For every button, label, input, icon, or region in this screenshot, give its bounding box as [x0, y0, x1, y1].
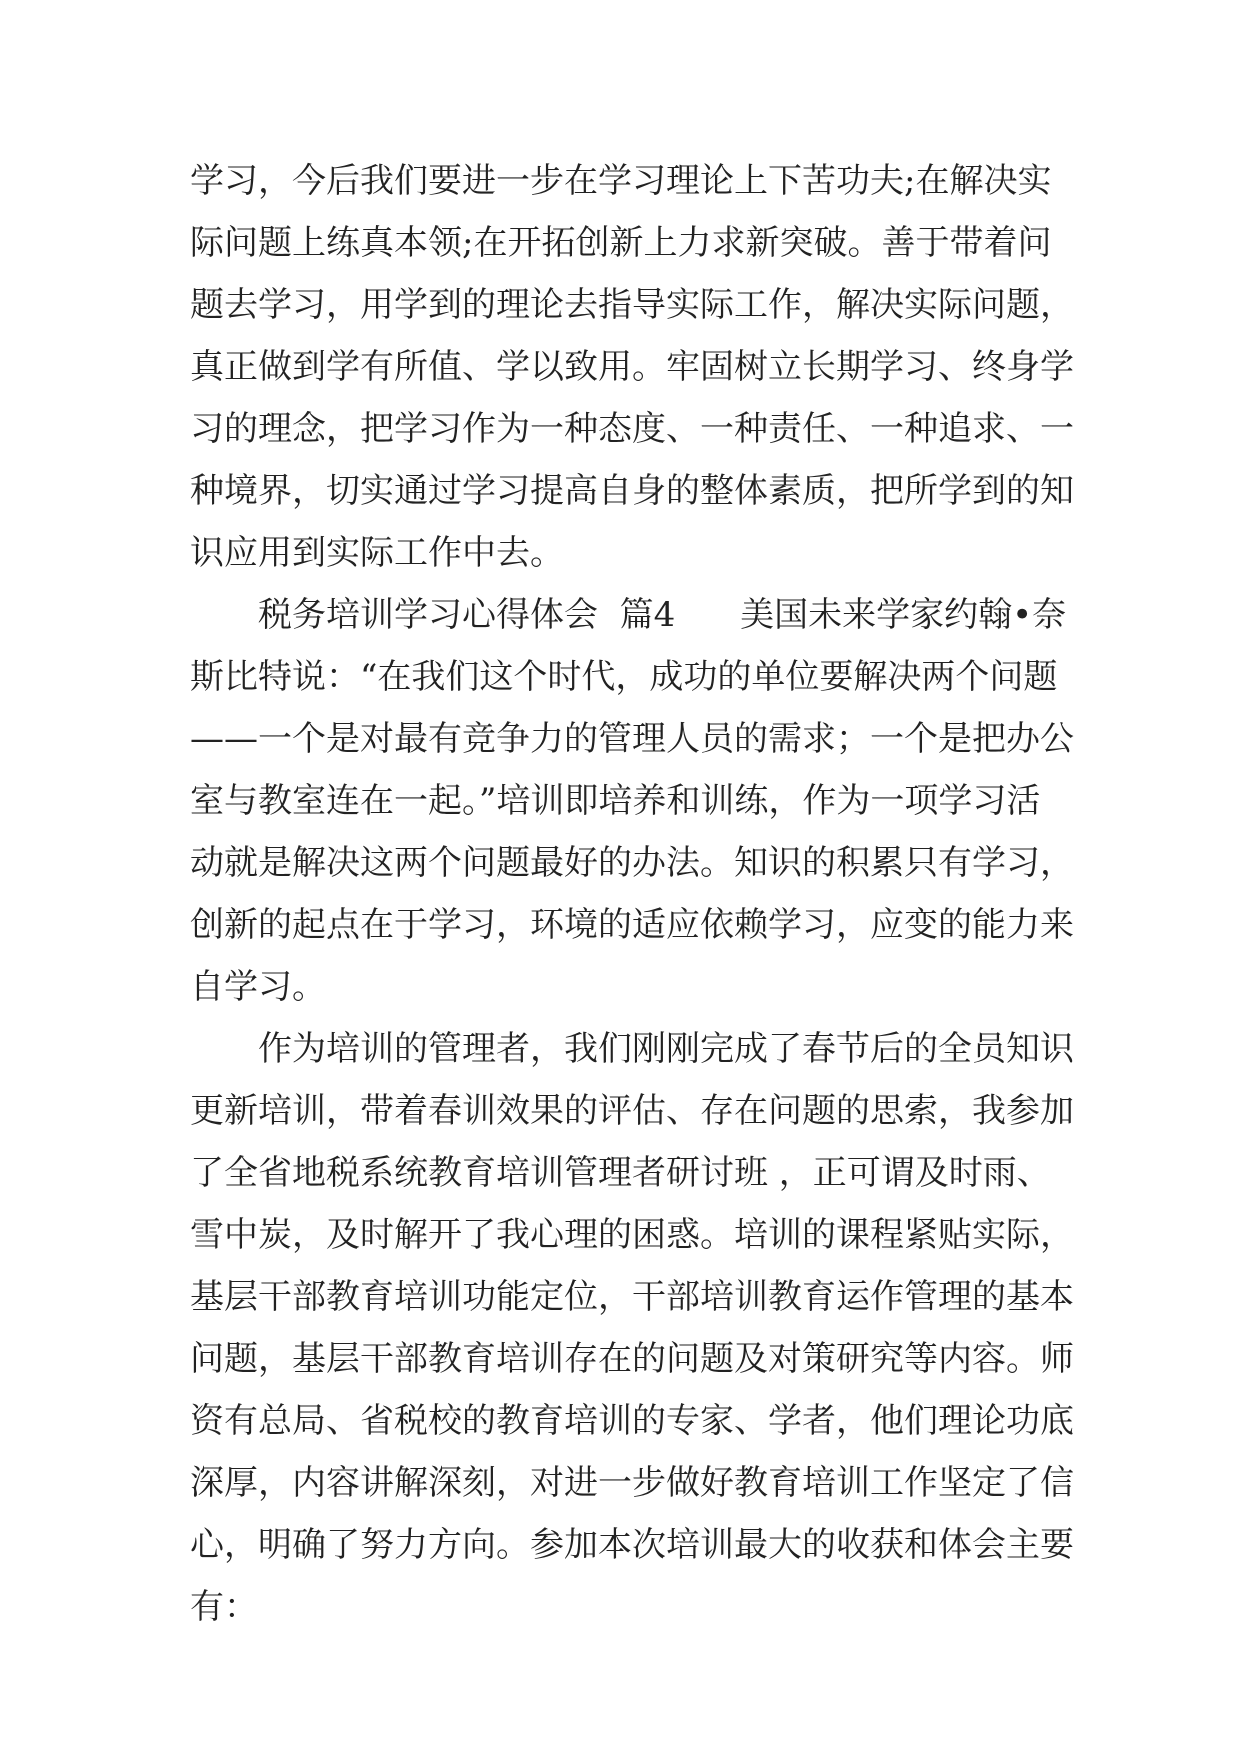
paragraph-2 [190, 584, 1074, 1018]
text-line: 习的理念，把学习作为一种态度、一种责任、一种追求、一 [190, 409, 1074, 449]
text-line: 了全省地税系统教育培训管理者研讨班 ，正可谓及时雨、 [190, 1153, 1051, 1193]
text-line: 问题，基层干部教育培训存在的问题及对策研究等内容。师 [190, 1339, 1074, 1379]
text-line: 资有总局、省税校的教育培训的专家、学者，他们理论功底 [190, 1401, 1074, 1441]
text-line: 斯比特说：“在我们这个时代，成功的单位要解决两个问题 [190, 657, 1058, 697]
text-line: 税务培训学习心得体会 篇4 美国未来学家约翰•奈 [258, 595, 1067, 635]
text-line: 识应用到实际工作中去。 [190, 533, 564, 573]
paragraph-3 [190, 1018, 1074, 1638]
text-line: 更新培训，带着春训效果的评估、存在问题的思索，我参加 [190, 1091, 1074, 1131]
text-line: 室与教室连在一起。”培训即培养和训练，作为一项学习活 [190, 781, 1041, 821]
text-line: 题去学习，用学到的理论去指导实际工作，解决实际问题， [190, 285, 1074, 325]
text-line: 基层干部教育培训功能定位，干部培训教育运作管理的基本 [190, 1277, 1074, 1317]
paragraph-1 [190, 150, 1074, 584]
text-line: 雪中炭，及时解开了我心理的困惑。培训的课程紧贴实际， [190, 1215, 1074, 1255]
text-line: 深厚，内容讲解深刻，对进一步做好教育培训工作坚定了信 [190, 1463, 1074, 1503]
text-line: 创新的起点在于学习，环境的适应依赖学习，应变的能力来 [190, 905, 1074, 945]
text-line: 学习，今后我们要进一步在学习理论上下苦功夫;在解决实 [190, 161, 1052, 201]
document-body [190, 150, 1074, 1638]
text-line: 动就是解决这两个问题最好的办法。知识的积累只有学习， [190, 843, 1074, 883]
text-line: 有： [190, 1587, 258, 1627]
text-line: 自学习。 [190, 967, 326, 1007]
text-line: 真正做到学有所值、学以致用。牢固树立长期学习、终身学 [190, 347, 1074, 387]
text-line: 种境界，切实通过学习提高自身的整体素质，把所学到的知 [190, 471, 1074, 511]
text-line: 作为培训的管理者，我们刚刚完成了春节后的全员知识 [258, 1029, 1074, 1069]
text-line: ——一个是对最有竞争力的管理人员的需求；一个是把办公 [190, 719, 1074, 759]
text-line: 心，明确了努力方向。参加本次培训最大的收获和体会主要 [190, 1525, 1074, 1565]
text-line: 际问题上练真本领;在开拓创新上力求新突破。善于带着问 [190, 223, 1052, 263]
